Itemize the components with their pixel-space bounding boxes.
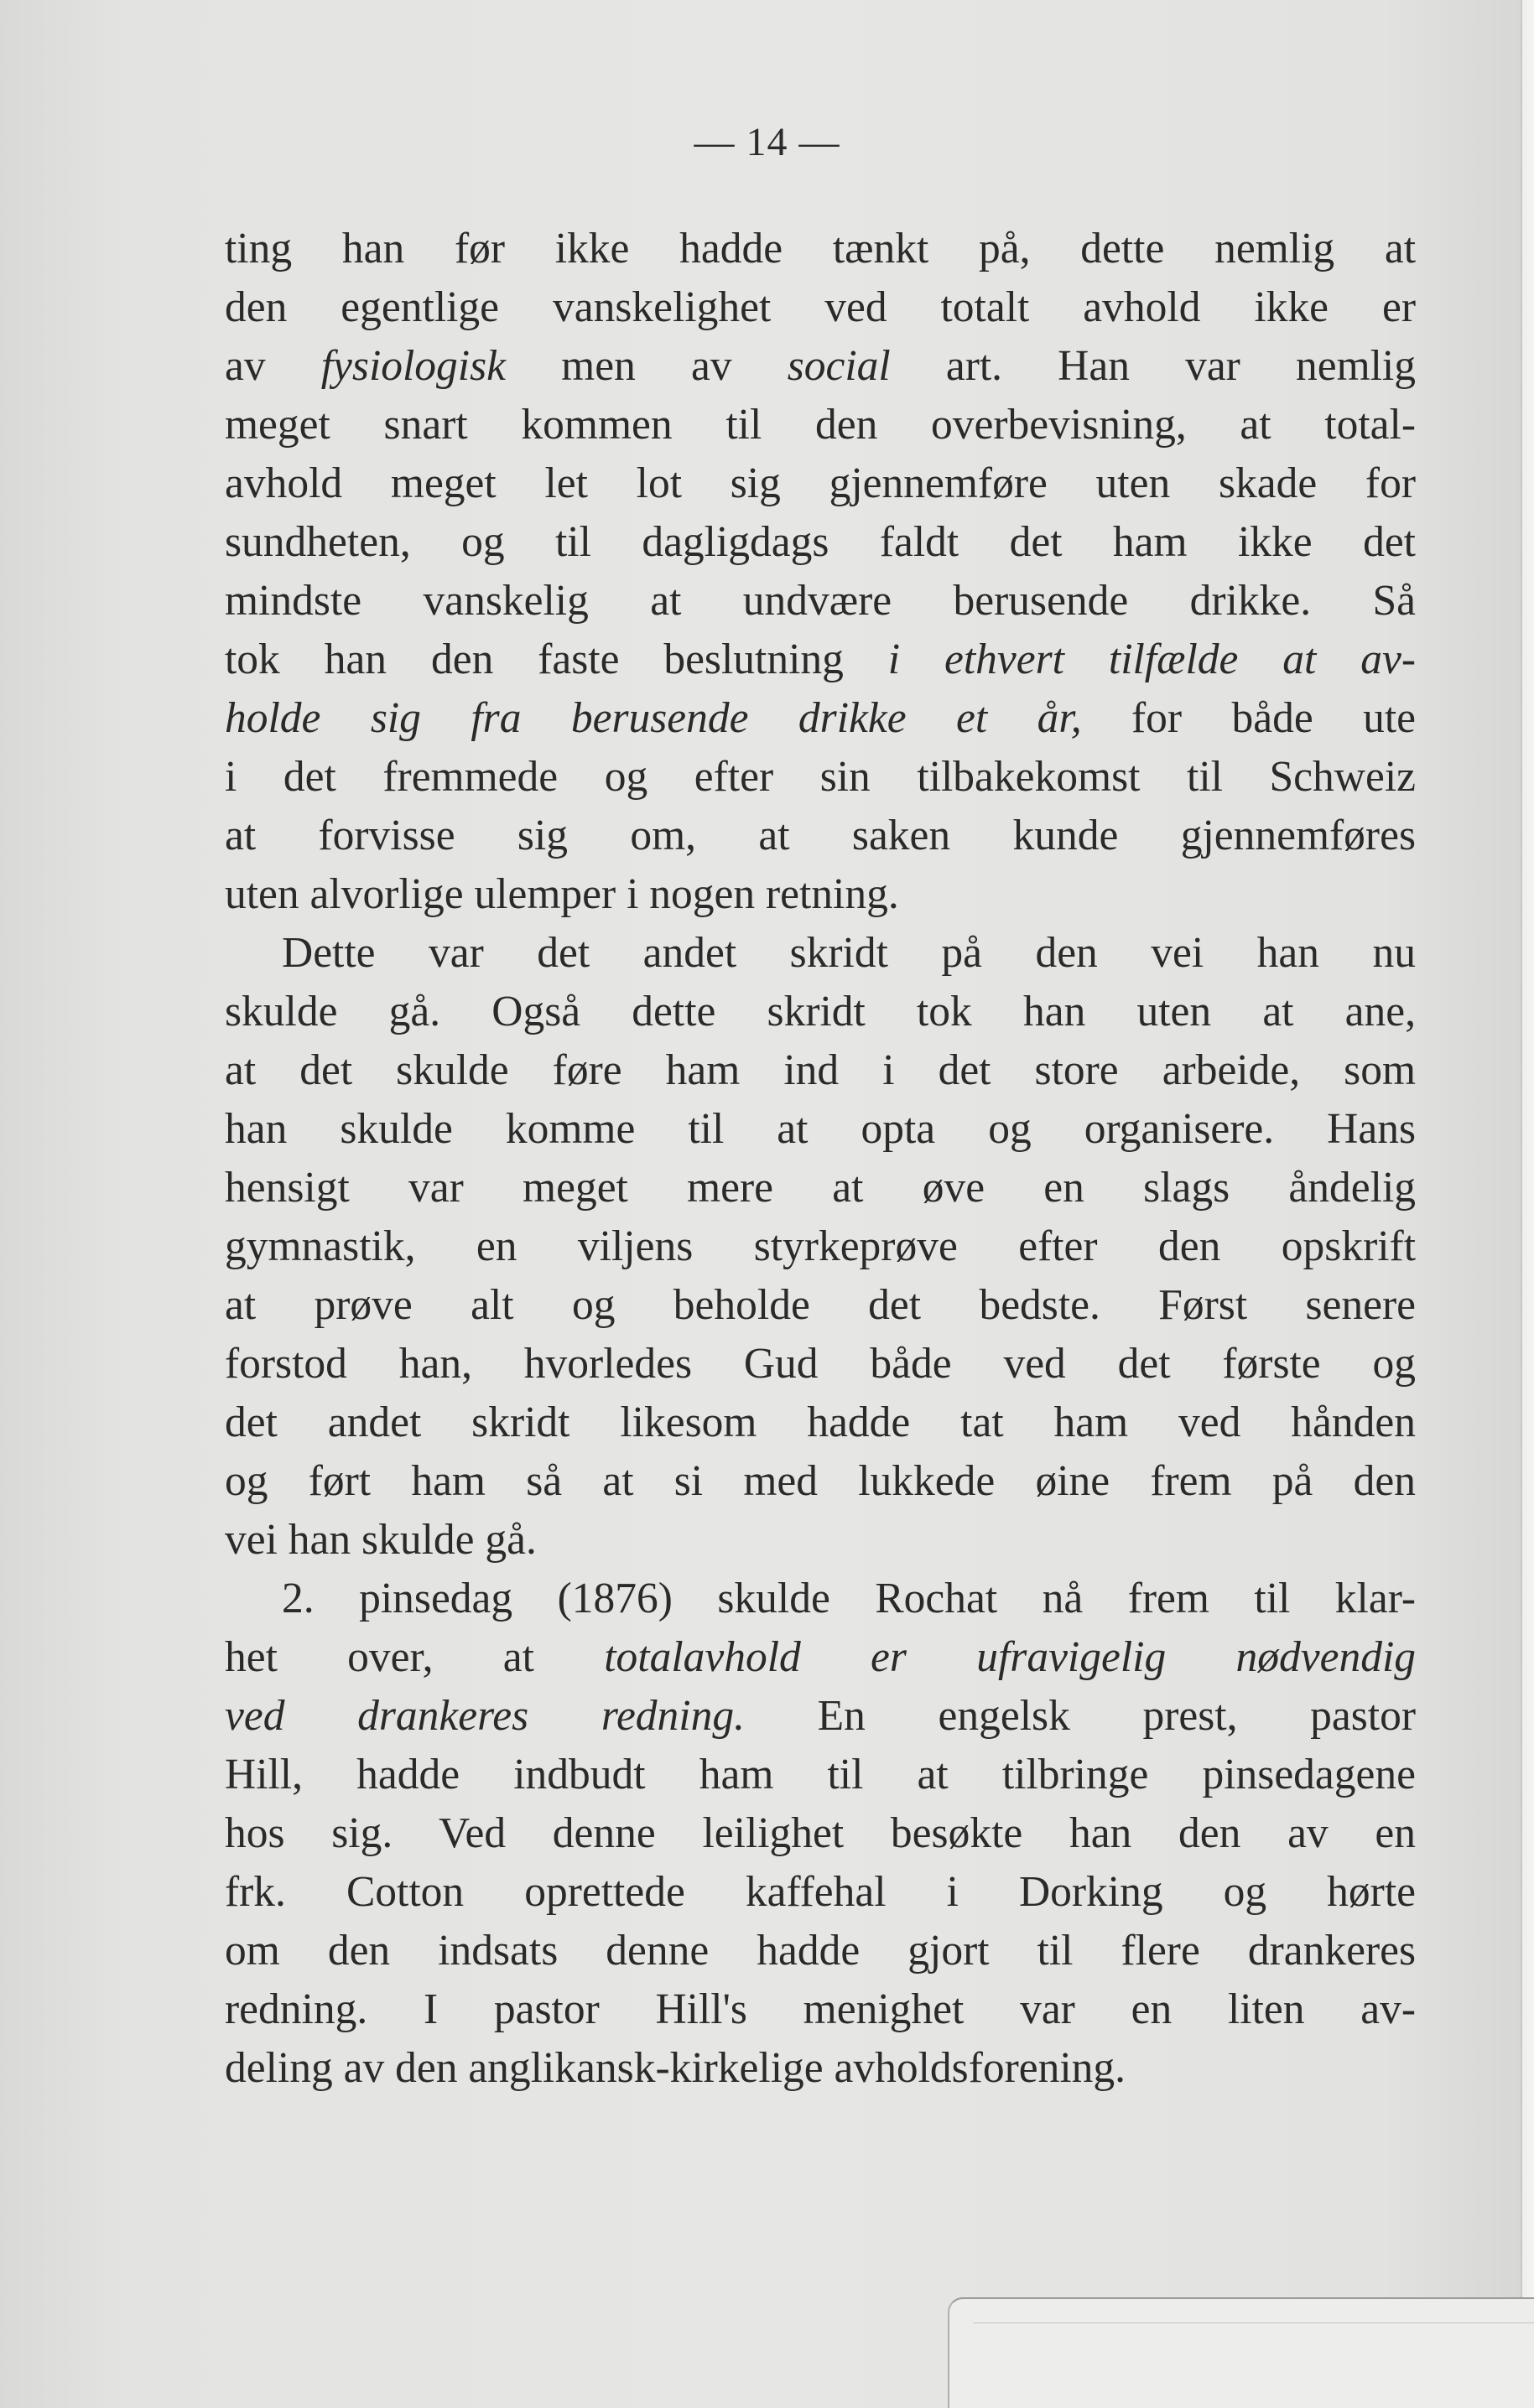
text-run: Dette var det andet skridt på den vei han nu — [282, 929, 1416, 977]
text-run: av — [225, 342, 321, 390]
text-line — [225, 513, 1416, 572]
italic-text: ved drankeres redning. — [225, 1692, 745, 1740]
italic-text: i ethvert tilfælde at av- — [887, 636, 1416, 683]
italic-text: totalavhold er ufravigelig nødvendig — [604, 1633, 1416, 1681]
text-run: frk. Cotton oprettede kaffehal i Dorking og hørte — [225, 1868, 1416, 1916]
text-line — [225, 1746, 1416, 1804]
text-run: hos sig. Ved denne leilighet besøkte han den av en — [225, 1809, 1416, 1857]
text-line — [225, 1217, 1416, 1276]
text-run: for både ute — [1081, 694, 1417, 742]
italic-text: fysiologisk — [320, 342, 507, 390]
text-line — [225, 1452, 1416, 1511]
text-line — [225, 1393, 1416, 1452]
text-run: forstod han, hvorledes Gud både ved det første og — [225, 1340, 1416, 1388]
page-number: — 14 — — [694, 120, 840, 164]
text-line — [225, 454, 1416, 513]
text-line — [225, 983, 1416, 1041]
text-line — [225, 1276, 1416, 1335]
text-line — [225, 337, 1416, 396]
text-run: men av — [506, 342, 788, 390]
text-line — [225, 807, 1416, 865]
text-run: i det fremmede og efter sin tilbakekomst til Schweiz — [225, 753, 1416, 801]
text-line — [225, 1335, 1416, 1393]
body-text — [225, 220, 1416, 2098]
text-line — [225, 1570, 1416, 1628]
text-run: En engelsk prest, pastor — [745, 1692, 1416, 1740]
text-run: han skulde komme til at opta og organisere. Hans — [225, 1105, 1416, 1153]
text-line — [225, 924, 1416, 983]
text-run: det andet skridt likesom hadde tat ham ved hånden — [225, 1399, 1416, 1446]
text-line — [225, 220, 1416, 278]
text-run: gymnastik, en viljens styrkeprøve efter den opskrift — [225, 1222, 1416, 1270]
text-run: 2. pinsedag (1876) skulde Rochat nå frem til klar- — [282, 1575, 1416, 1622]
text-run: tok han den faste beslutning — [225, 636, 888, 683]
text-run: redning. I pastor Hill's menighet var en liten av- — [225, 1985, 1416, 2033]
text-run: hensigt var meget mere at øve en slags åndelig — [225, 1164, 1416, 1212]
text-line — [225, 1159, 1416, 1217]
text-line — [225, 1922, 1416, 1980]
text-line — [225, 1511, 1416, 1570]
text-run: og ført ham så at si med lukkede øine frem på den — [225, 1457, 1416, 1505]
text-line — [225, 1863, 1416, 1922]
text-run: meget snart kommen til den overbevisning, at total- — [225, 401, 1416, 449]
italic-text: holde sig fra berusende drikke et år, — [225, 694, 1082, 742]
text-line — [225, 1687, 1416, 1746]
text-run: den egentlige vanskelighet ved totalt avhold ikke er — [225, 283, 1416, 331]
text-line — [225, 572, 1416, 631]
text-line — [225, 2039, 1416, 2098]
text-line — [225, 748, 1416, 807]
text-line — [225, 396, 1416, 454]
text-line — [225, 1980, 1416, 2039]
text-run: mindste vanskelig at undvære berusende drikke. Så — [225, 577, 1416, 625]
text-run: at prøve alt og beholde det bedste. Først senere — [225, 1281, 1416, 1329]
text-run: vei han skulde gå. — [225, 1516, 537, 1564]
text-run: Hill, hadde indbudt ham til at tilbringe pinsedagene — [225, 1751, 1416, 1798]
paper-slip-edge — [973, 2322, 1534, 2408]
text-run: uten alvorlige ulemper i nogen retning. — [225, 870, 899, 918]
text-run: at det skulde føre ham ind i det store arbeide, som — [225, 1046, 1416, 1094]
text-run: avhold meget let lot sig gjennemføre uten skade for — [225, 459, 1416, 507]
text-line — [225, 1100, 1416, 1159]
text-line — [225, 1804, 1416, 1863]
text-line — [225, 278, 1416, 337]
text-run: art. Han var nemlig — [890, 342, 1416, 390]
text-run: ting han før ikke hadde tænkt på, dette nemlig at — [225, 225, 1416, 272]
text-run: at forvisse sig om, at saken kunde gjennemføres — [225, 812, 1416, 859]
page-edge — [1521, 0, 1534, 2408]
text-run: het over, at — [225, 1633, 605, 1681]
text-run: deling av den anglikansk-kirkelige avholdsforening. — [225, 2044, 1126, 2092]
italic-text: social — [787, 342, 891, 390]
text-run: sundheten, og til dagligdags faldt det ham ikke det — [225, 518, 1416, 566]
text-run: om den indsats denne hadde gjort til flere drankeres — [225, 1927, 1416, 1975]
text-run: skulde gå. Også dette skridt tok han uten at ane, — [225, 988, 1416, 1035]
text-line — [225, 865, 1416, 924]
text-line — [225, 1628, 1416, 1687]
text-line — [225, 1041, 1416, 1100]
text-line — [225, 689, 1416, 748]
text-line — [225, 631, 1416, 689]
